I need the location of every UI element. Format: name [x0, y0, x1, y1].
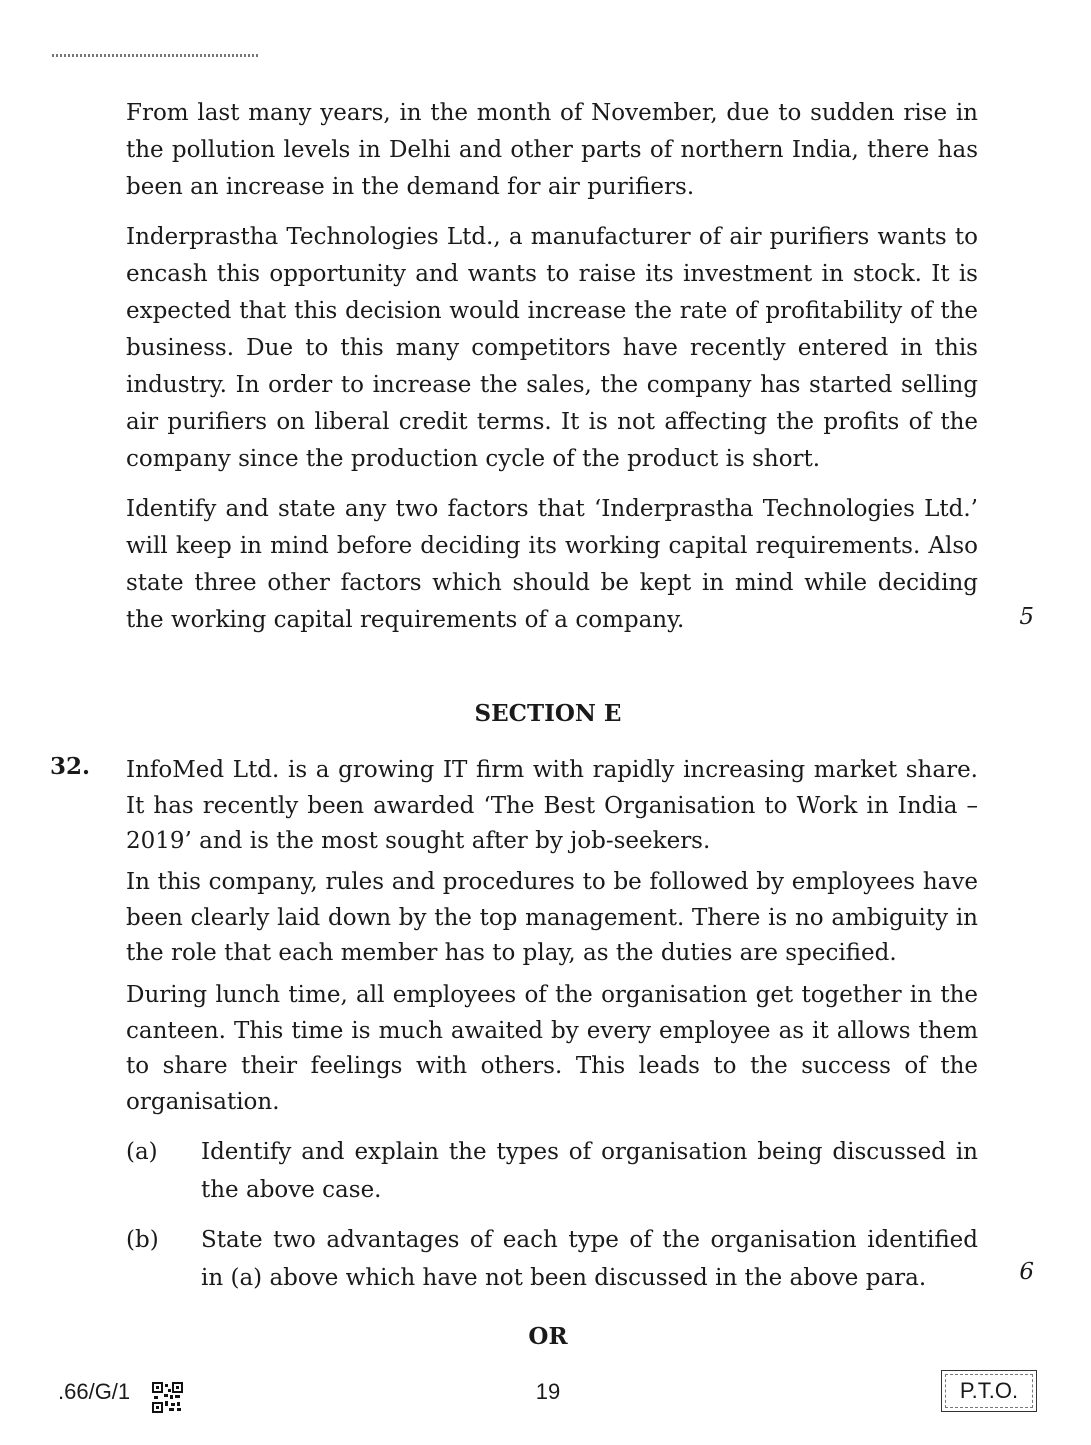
- q32-subquestion-a: [126, 1133, 978, 1209]
- q32-subquestion-b: [126, 1221, 978, 1297]
- q32-paragraph-1: InfoMed Ltd. is a growing IT firm with rapidly increasing market share. It has recently been awarded ‘The Best Organisation to Work in India – 2019’ and is the most sought after by job-seekers.: [126, 757, 978, 854]
- paper-code: .66/G/1: [58, 1379, 131, 1404]
- subquestion-text: State two advantages of each type of the organisation identified in (a) above which have not been discussed in the above para.: [201, 1227, 978, 1291]
- pto-label: P.T.O.: [959, 1378, 1019, 1403]
- q32-paragraph-3: During lunch time, all employees of the organisation get together in the canteen. This time is much awaited by every employee as it allows them to share their feelings with others. This leads to the success of the organisation.: [126, 982, 978, 1115]
- pto-box: [941, 1370, 1037, 1412]
- marks-q31: 5: [1019, 604, 1034, 630]
- section-title: SECTION E: [474, 700, 622, 727]
- subquestion-label: (a): [126, 1139, 158, 1165]
- q32-paragraph-2: In this company, rules and procedures to be followed by employees have been clearly laid down by the top management. There is no ambiguity in the role that each member has to play, as the duties are specified.: [126, 869, 978, 966]
- case-paragraph-1: From last many years, in the month of November, due to sudden rise in the pollution levels in Delhi and other parts of northern India, there has been an increase in the demand for air purifiers.: [126, 100, 978, 200]
- subquestion-label: (b): [126, 1227, 159, 1253]
- subquestion-text: Identify and explain the types of organisation being discussed in the above case.: [201, 1139, 978, 1203]
- marks-q32: 6: [1019, 1259, 1034, 1285]
- question-number: 32.: [50, 753, 91, 780]
- header-microtext-line: [52, 54, 260, 57]
- case-paragraph-2: Inderprastha Technologies Ltd., a manufacturer of air purifiers wants to encash this opportunity and wants to raise its investment in stock. It is expected that this decision would increase the rate of profitability of the business. Due to this many competitors have recently entered in this industry. In order to increase the sales, the company has started selling air purifiers on liberal credit terms. It is not affecting the profits of the company since the production cycle of the product is short.: [126, 224, 978, 472]
- case-question-paragraph: Identify and state any two factors that ‘Inderprastha Technologies Ltd.’ will keep in mind before deciding its working capital requirements. Also state three other factors which should be kept in mind while deciding the working capital requirements of a company.: [126, 496, 978, 633]
- or-divider: OR: [528, 1323, 568, 1350]
- page-number: 19: [535, 1379, 561, 1404]
